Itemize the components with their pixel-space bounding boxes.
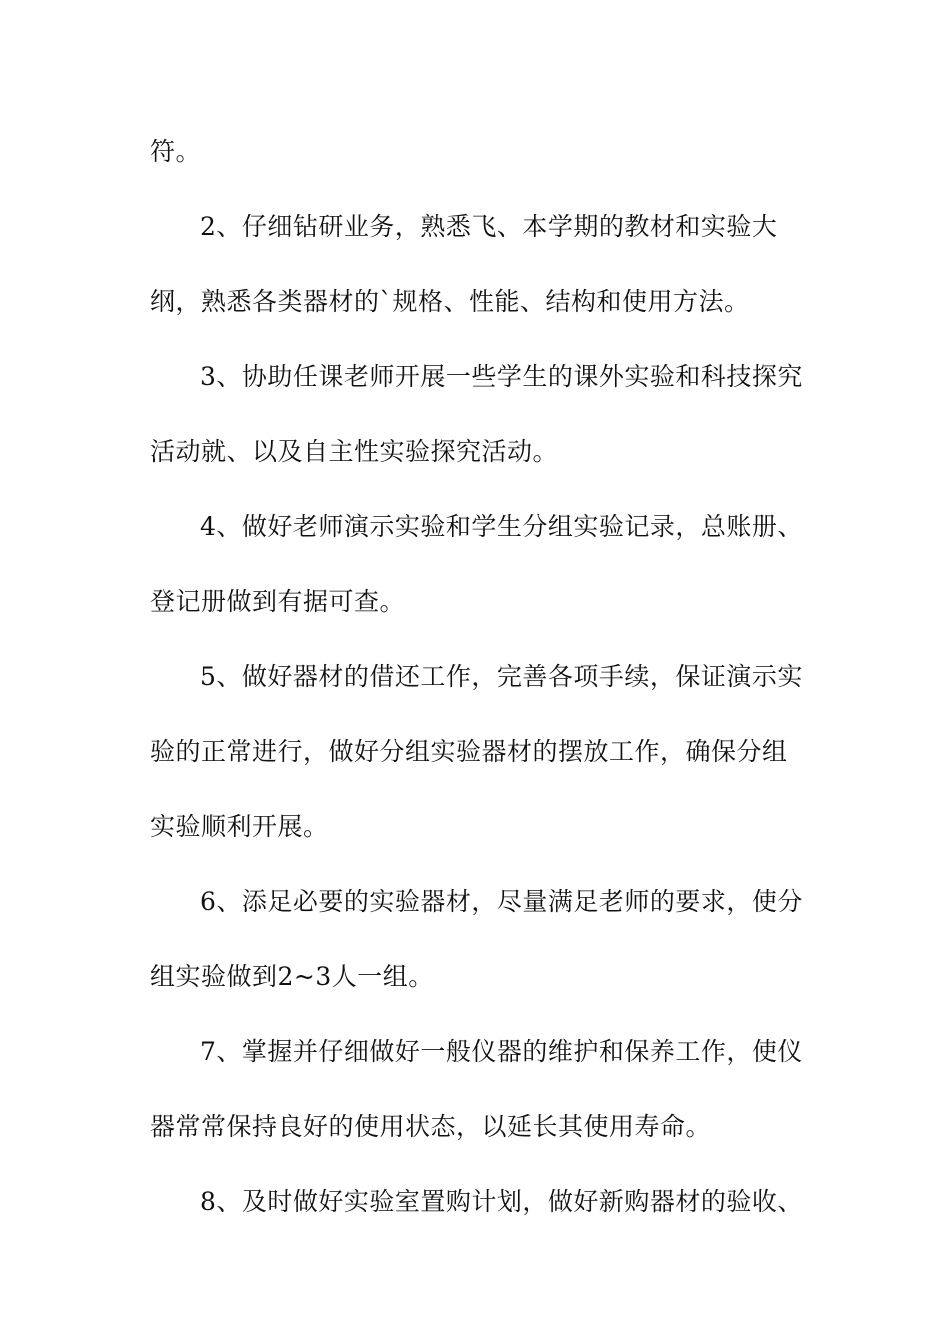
text-line: 组实验做到2~3人一组。: [150, 962, 434, 991]
text-line: 器常常保持良好的使用状态，以延长其使用寿命。: [150, 1112, 712, 1141]
text-line: 3、协助任课老师开展一些学生的课外实验和科技探究: [200, 362, 803, 391]
text-line: 符。: [150, 137, 202, 166]
text-line: 验的正常进行，做好分组实验器材的摆放工作，确保分组: [150, 737, 788, 766]
text-line: 4、做好老师演示实验和学生分组实验记录，总账册、: [200, 512, 803, 541]
text-line: 7、掌握并仔细做好一般仪器的维护和保养工作，使仪: [200, 1037, 803, 1066]
text-line: 登记册做到有据可查。: [150, 587, 406, 616]
text-line: 纲，熟悉各类器材的`规格、性能、结构和使用方法。: [150, 287, 750, 316]
text-line: 8、及时做好实验室置购计划，做好新购器材的验收、: [200, 1187, 803, 1216]
text-line: 活动就、以及自主性实验探究活动。: [150, 437, 559, 466]
text-line: 2、仔细钻研业务，熟悉飞、本学期的教材和实验大: [200, 212, 778, 241]
text-line: 5、做好器材的借还工作，完善各项手续，保证演示实: [200, 662, 803, 691]
text-line: 实验顺利开展。: [150, 812, 329, 841]
text-line: 6、添足必要的实验器材，尽量满足老师的要求，使分: [200, 887, 803, 916]
